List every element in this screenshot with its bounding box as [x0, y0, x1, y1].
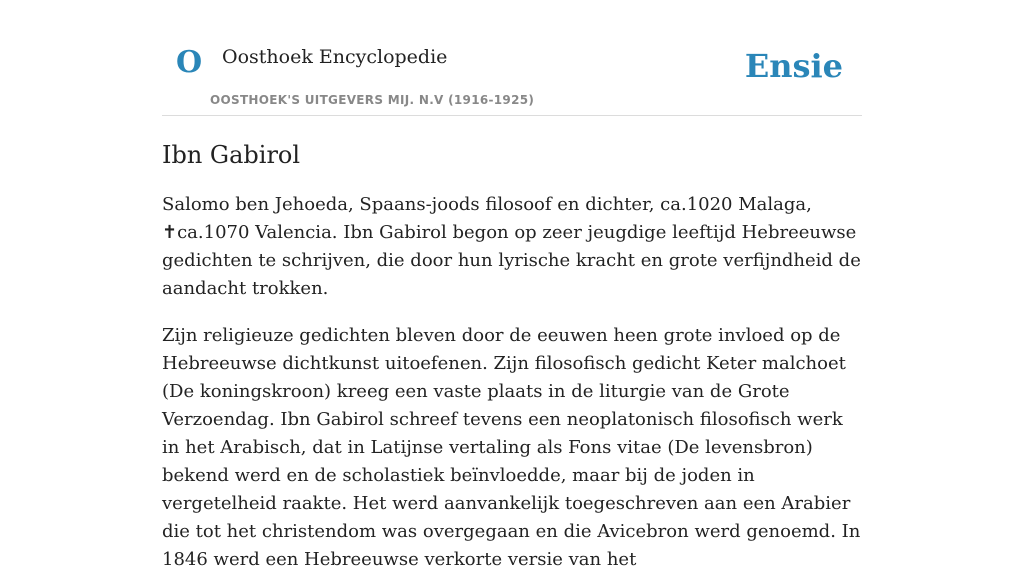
- content-container: [162, 0, 862, 574]
- publisher-subtitle: OOSTHOEK'S UITGEVERS MIJ. N.V (1916-1925): [210, 93, 535, 107]
- article-paragraph: Zijn religieuze gedichten bleven door de eeuwen heen grote invloed op de Hebreeuwse dichtkunst uitoefenen. Zijn filosofisch gedicht Keter malchoet (De koningskroon) kreeg een vaste plaats in de liturgie van de Grote Verzoendag. Ibn Gabirol schreef tevens een neoplatonisch filosofisch werk in het Arabisch, dat in Latijnse vertaling als Fons vitae (De levensbron) bekend werd en de scholastiek beïnvloedde, maar bij de joden in vergetelheid raakte. Het werd aanvankelijk toegeschreven aan een Arabier die tot het christendom was overgegaan en die Avicebron werd genoemd. In 1846 werd een Hebreeuwse verkorte versie van het: [162, 324, 861, 570]
- article-paragraph: Salomo ben Jehoeda, Spaans-joods filosoof en dichter, ca.1020 Malaga, ✝ca.1070 Valencia. Ibn Gabirol begon op zeer jeugdige leeftijd Hebreeuwse gedichten te schrijven, die door hun lyrische kracht en grote verfijndheid de aandacht trokken.: [162, 193, 861, 299]
- brand-logo-link[interactable]: Ensie: [744, 47, 843, 85]
- site-title-link[interactable]: Oosthoek Encyclopedie: [222, 46, 448, 68]
- article: [162, 141, 862, 574]
- article-title: Ibn Gabirol: [162, 141, 301, 169]
- site-logo[interactable]: O: [176, 45, 203, 80]
- site-header: [162, 0, 862, 116]
